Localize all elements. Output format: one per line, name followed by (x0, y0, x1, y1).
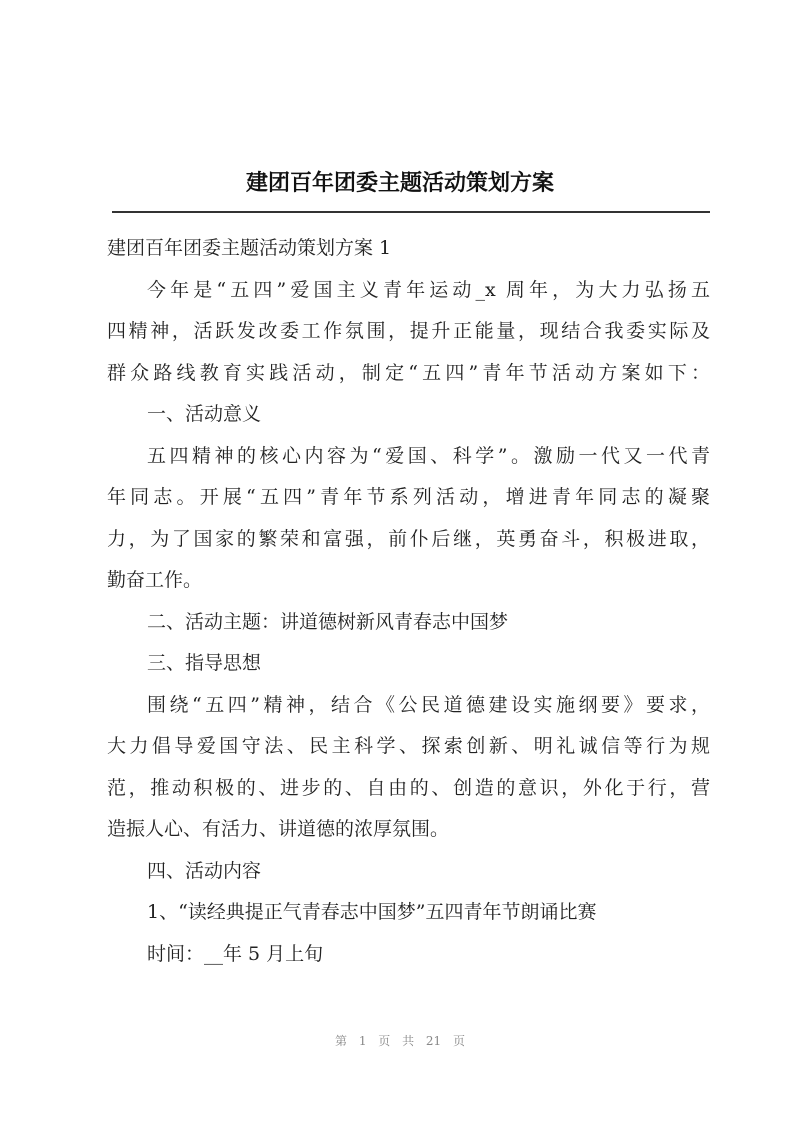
text-line: 勤奋工作。 (107, 569, 203, 591)
text-line: 年同志。开展“五四”青年节系列活动，增进青年同志的凝聚 (107, 486, 710, 508)
text-line: 1、“读经典提正气青春志中国梦”五四青年节朗诵比赛 (147, 901, 597, 923)
section-heading: 建团百年团委主题活动策划方案 1 (107, 237, 392, 259)
text-line: 力，为了国家的繁荣和富强，前仆后继，英勇奋斗，积极进取， (107, 527, 710, 550)
text-line: 范，推动积极的、进步的、自由的、创造的意识，外化于行，营 (107, 776, 710, 799)
text-line: 时间：__年 5 月上旬 (147, 942, 324, 965)
title-divider (112, 211, 710, 213)
text-line: 造振人心、有活力、讲道德的浓厚氛围。 (107, 818, 450, 840)
text-line: 一、活动意义 (147, 403, 262, 425)
document-body (107, 228, 710, 975)
page-footer: 第 1 页 共 21 页 (335, 1034, 465, 1048)
text-line: 今年是“五四”爱国主义青年运动_x 周年，为大力弘扬五 (147, 278, 710, 301)
text-line: 围绕“五四”精神，结合《公民道德建设实施纲要》要求， (147, 693, 710, 716)
text-line: 群众路线教育实践活动，制定“五四”青年节活动方案如下： (107, 361, 710, 384)
text-line: 四、活动内容 (147, 859, 262, 882)
text-line: 五四精神的核心内容为“爱国、科学”。激励一代又一代青 (147, 444, 710, 467)
text-line: 大力倡导爱国守法、民主科学、探索创新、明礼诚信等行为规 (107, 735, 710, 757)
document-title: 建团百年团委主题活动策划方案 (245, 170, 554, 196)
text-line: 三、指导思想 (147, 652, 262, 674)
text-line: 二、活动主题：讲道德树新风青春志中国梦 (147, 610, 509, 633)
text-line: 四精神，活跃发改委工作氛围，提升正能量，现结合我委实际及 (107, 320, 710, 342)
